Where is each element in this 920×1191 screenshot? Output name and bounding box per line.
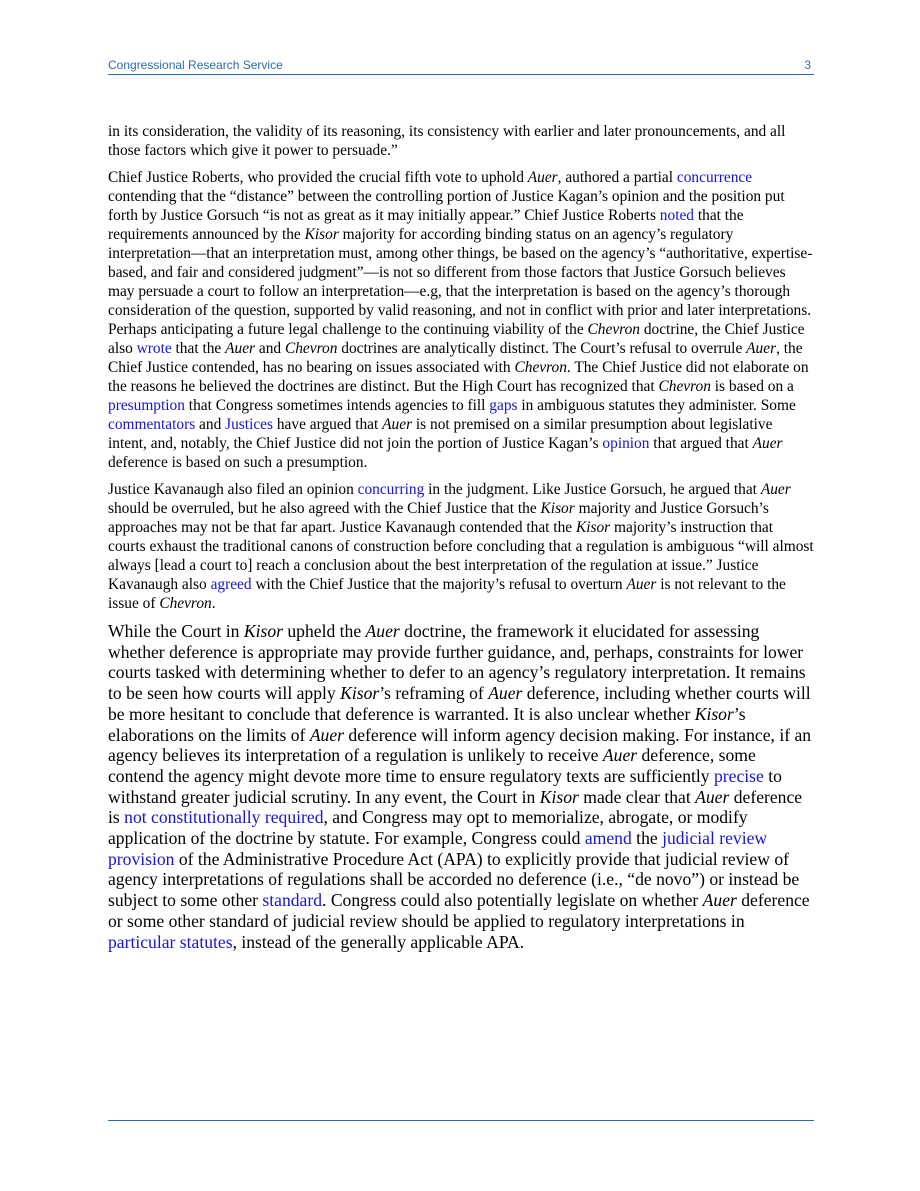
text-run: made clear that	[578, 786, 696, 807]
text-run: the	[631, 828, 663, 849]
case-name: Auer	[602, 745, 638, 766]
text-run: , authored a partial	[557, 169, 677, 186]
text-run: upheld the	[282, 621, 366, 641]
text-run: majority and Justice Gorsuch’s approaches may not be that far apart. Justice Kavanaugh contended that the	[108, 500, 769, 536]
link-gaps[interactable]: gaps	[489, 397, 518, 414]
text-run: that the	[171, 340, 226, 357]
text-run: that Congress sometimes intends agencies to fill	[184, 397, 490, 414]
case-name: Kisor	[540, 500, 575, 517]
link-standard[interactable]: standard	[262, 890, 323, 911]
text-run: majority for according binding status on an agency’s regulatory interpretation—that an interpretation must, among other things, be based on the agency’s “authoritative, expertise-based, and fair and considered judgment”—is not so different from those factors that Justice Gorsuch believes may persuade a court to follow an interpretation—e.g, that the interpretation is based on the agency’s thorough consideration of the question, supported by valid reasoning, and not in conflict with prior and later interpretations. Perhaps anticipating a future legal challenge to the continuing viability of the	[108, 226, 813, 338]
link-presumption[interactable]: presumption	[108, 397, 185, 414]
case-name: Chevron	[159, 595, 212, 612]
text-run: should be overruled, but he also agreed with the Chief Justice that the	[108, 500, 541, 517]
link-justices[interactable]: Justices	[225, 416, 274, 433]
link-judicial-review-provision[interactable]: judicial review provision	[108, 828, 768, 869]
case-name: Kisor	[304, 226, 339, 243]
case-name: Auer	[309, 724, 345, 745]
paragraph-1	[108, 122, 814, 160]
text-run: with the Chief Justice that the majority’s refusal to overturn	[251, 576, 627, 593]
link-wrote[interactable]: wrote	[136, 340, 172, 357]
case-name: Auer	[527, 169, 558, 186]
case-name: Auer	[626, 576, 657, 593]
case-name: Auer	[760, 481, 791, 498]
case-name: Chevron	[514, 359, 567, 376]
text-run: deference will inform agency decision making. For instance, if an agency believes its interpretation of a regulation is unlikely to receive	[108, 724, 812, 766]
case-name: Kisor	[340, 683, 380, 704]
case-name: Auer	[382, 416, 413, 433]
text-run: and	[255, 340, 285, 357]
case-name: Chevron	[658, 378, 711, 395]
text-run: in the judgment. Like Justice Gorsuch, he argued that	[424, 481, 761, 498]
case-name: Auer	[365, 621, 400, 641]
page-number: 3	[804, 58, 811, 72]
text-run: that argued that	[649, 435, 753, 452]
link-precise[interactable]: precise	[713, 765, 764, 786]
case-name: Kisor	[539, 786, 579, 807]
case-name: Auer	[752, 435, 783, 452]
footer-divider	[108, 1120, 814, 1121]
text-run: deference is based on such a presumption.	[108, 454, 368, 471]
text-run: that the requirements announced by the	[108, 207, 744, 243]
link-not-constitutionally-required[interactable]: not constitutionally required	[124, 807, 324, 828]
text-run: While the Court in	[108, 621, 244, 641]
link-commentators[interactable]: commentators	[108, 416, 196, 433]
header-source-label: Congressional Research Service	[108, 58, 283, 72]
case-name: Kisor	[575, 519, 611, 536]
case-name: Kisor	[243, 621, 283, 641]
text-run: doctrine, the framework it elucidated for assessing whether deference is appropriate may provide further guidance, and, perhaps, constraints for lower courts tasked with determining whether to defer to an agency’s regulatory interpretation. It remains to be seen how courts will apply	[108, 621, 806, 704]
link-amend[interactable]: amend	[584, 828, 632, 849]
text-run: deference, including whether courts will be more hesitant to conclude that deference is warranted. It is also unclear whether	[108, 683, 811, 724]
text-run: .	[211, 595, 216, 612]
paragraph-3	[108, 480, 814, 613]
page-header	[108, 56, 814, 75]
text-run: , instead of the generally applicable APA.	[232, 931, 525, 952]
text-run: . Congress could also potentially legislate on whether	[322, 890, 703, 911]
case-name: Auer	[695, 786, 730, 807]
text-run: majority’s instruction that courts exhaust the traditional canons of construction before concluding that a regulation is ambiguous “will almost always [lead a court to] reach a conclusion about the best interpretation of the regulation at issue.” Justice Kavanaugh also	[108, 519, 814, 593]
case-name: Auer	[225, 340, 256, 357]
text-run: doctrines are analytically distinct. The Court’s refusal to overrule	[337, 340, 747, 357]
case-name: Chevron	[587, 321, 640, 338]
text-run: . The Chief Justice did not elaborate on the reasons he believed the doctrines are distinct. But the High Court has recognized that	[108, 359, 809, 395]
text-run: Chief Justice Roberts, who provided the crucial fifth vote to uphold	[108, 169, 528, 186]
case-name: Kisor	[694, 703, 734, 724]
text-run: is not relevant to the issue of	[108, 576, 786, 612]
document-body	[108, 122, 814, 952]
text-run: ’s elaborations on the limits of	[108, 703, 746, 745]
link-opinion[interactable]: opinion	[602, 435, 650, 452]
text-run: is not premised on a similar presumption about legislative intent, and, notably, the Chief Justice did not join the portion of Justice Kagan’s	[108, 416, 773, 452]
text-run: ’s reframing of	[379, 683, 489, 704]
text-run: deference or some other standard of judicial review should be applied to regulatory interpretations in	[108, 890, 810, 931]
link-particular-statutes[interactable]: particular statutes	[108, 931, 233, 952]
text-run: in its consideration, the validity of its reasoning, its consistency with earlier and later pronouncements, and all those factors which give it power to persuade.”	[108, 123, 786, 159]
case-name: Auer	[488, 683, 523, 704]
text-run: deference, some contend the agency might devote more time to ensure regulatory texts are sufficiently	[108, 745, 756, 786]
paragraph-2	[108, 168, 814, 472]
text-run: in ambiguous statutes they administer. Some	[517, 397, 796, 414]
case-name: Auer	[746, 340, 777, 357]
text-run: Justice Kavanaugh also filed an opinion	[108, 481, 358, 498]
text-run: , the Chief Justice contended, has no bearing on issues associated with	[108, 340, 803, 376]
link-agreed[interactable]: agreed	[210, 576, 252, 593]
text-run: contending that the “distance” between the controlling portion of Justice Kagan’s opinion and the position put forth by Justice Gorsuch “is not as great as it may initially appear.” Chief Justice Roberts	[108, 188, 785, 224]
case-name: Chevron	[284, 340, 338, 357]
link-concurring[interactable]: concurring	[357, 481, 425, 498]
text-run: , and Congress may opt to memorialize, abrogate, or modify application of the doctrine by statute. For example, Congress could	[108, 807, 748, 849]
text-run: have argued that	[273, 416, 383, 433]
text-run: deference is	[108, 786, 803, 828]
text-run: doctrine, the Chief Justice also	[108, 321, 805, 357]
text-run: is based on a	[710, 378, 794, 395]
link-concurrence[interactable]: concurrence	[676, 169, 753, 186]
text-run: and	[195, 416, 226, 433]
paragraph-4	[108, 621, 814, 952]
link-noted[interactable]: noted	[659, 207, 694, 224]
text-run: of the Administrative Procedure Act (APA) to explicitly provide that judicial review of agency interpretations of regulations shall be accorded no deference (i.e., “de novo”) or instead be subject to some other	[108, 848, 800, 911]
case-name: Auer	[702, 890, 737, 911]
text-run: to withstand greater judicial scrutiny. In any event, the Court in	[108, 765, 782, 807]
